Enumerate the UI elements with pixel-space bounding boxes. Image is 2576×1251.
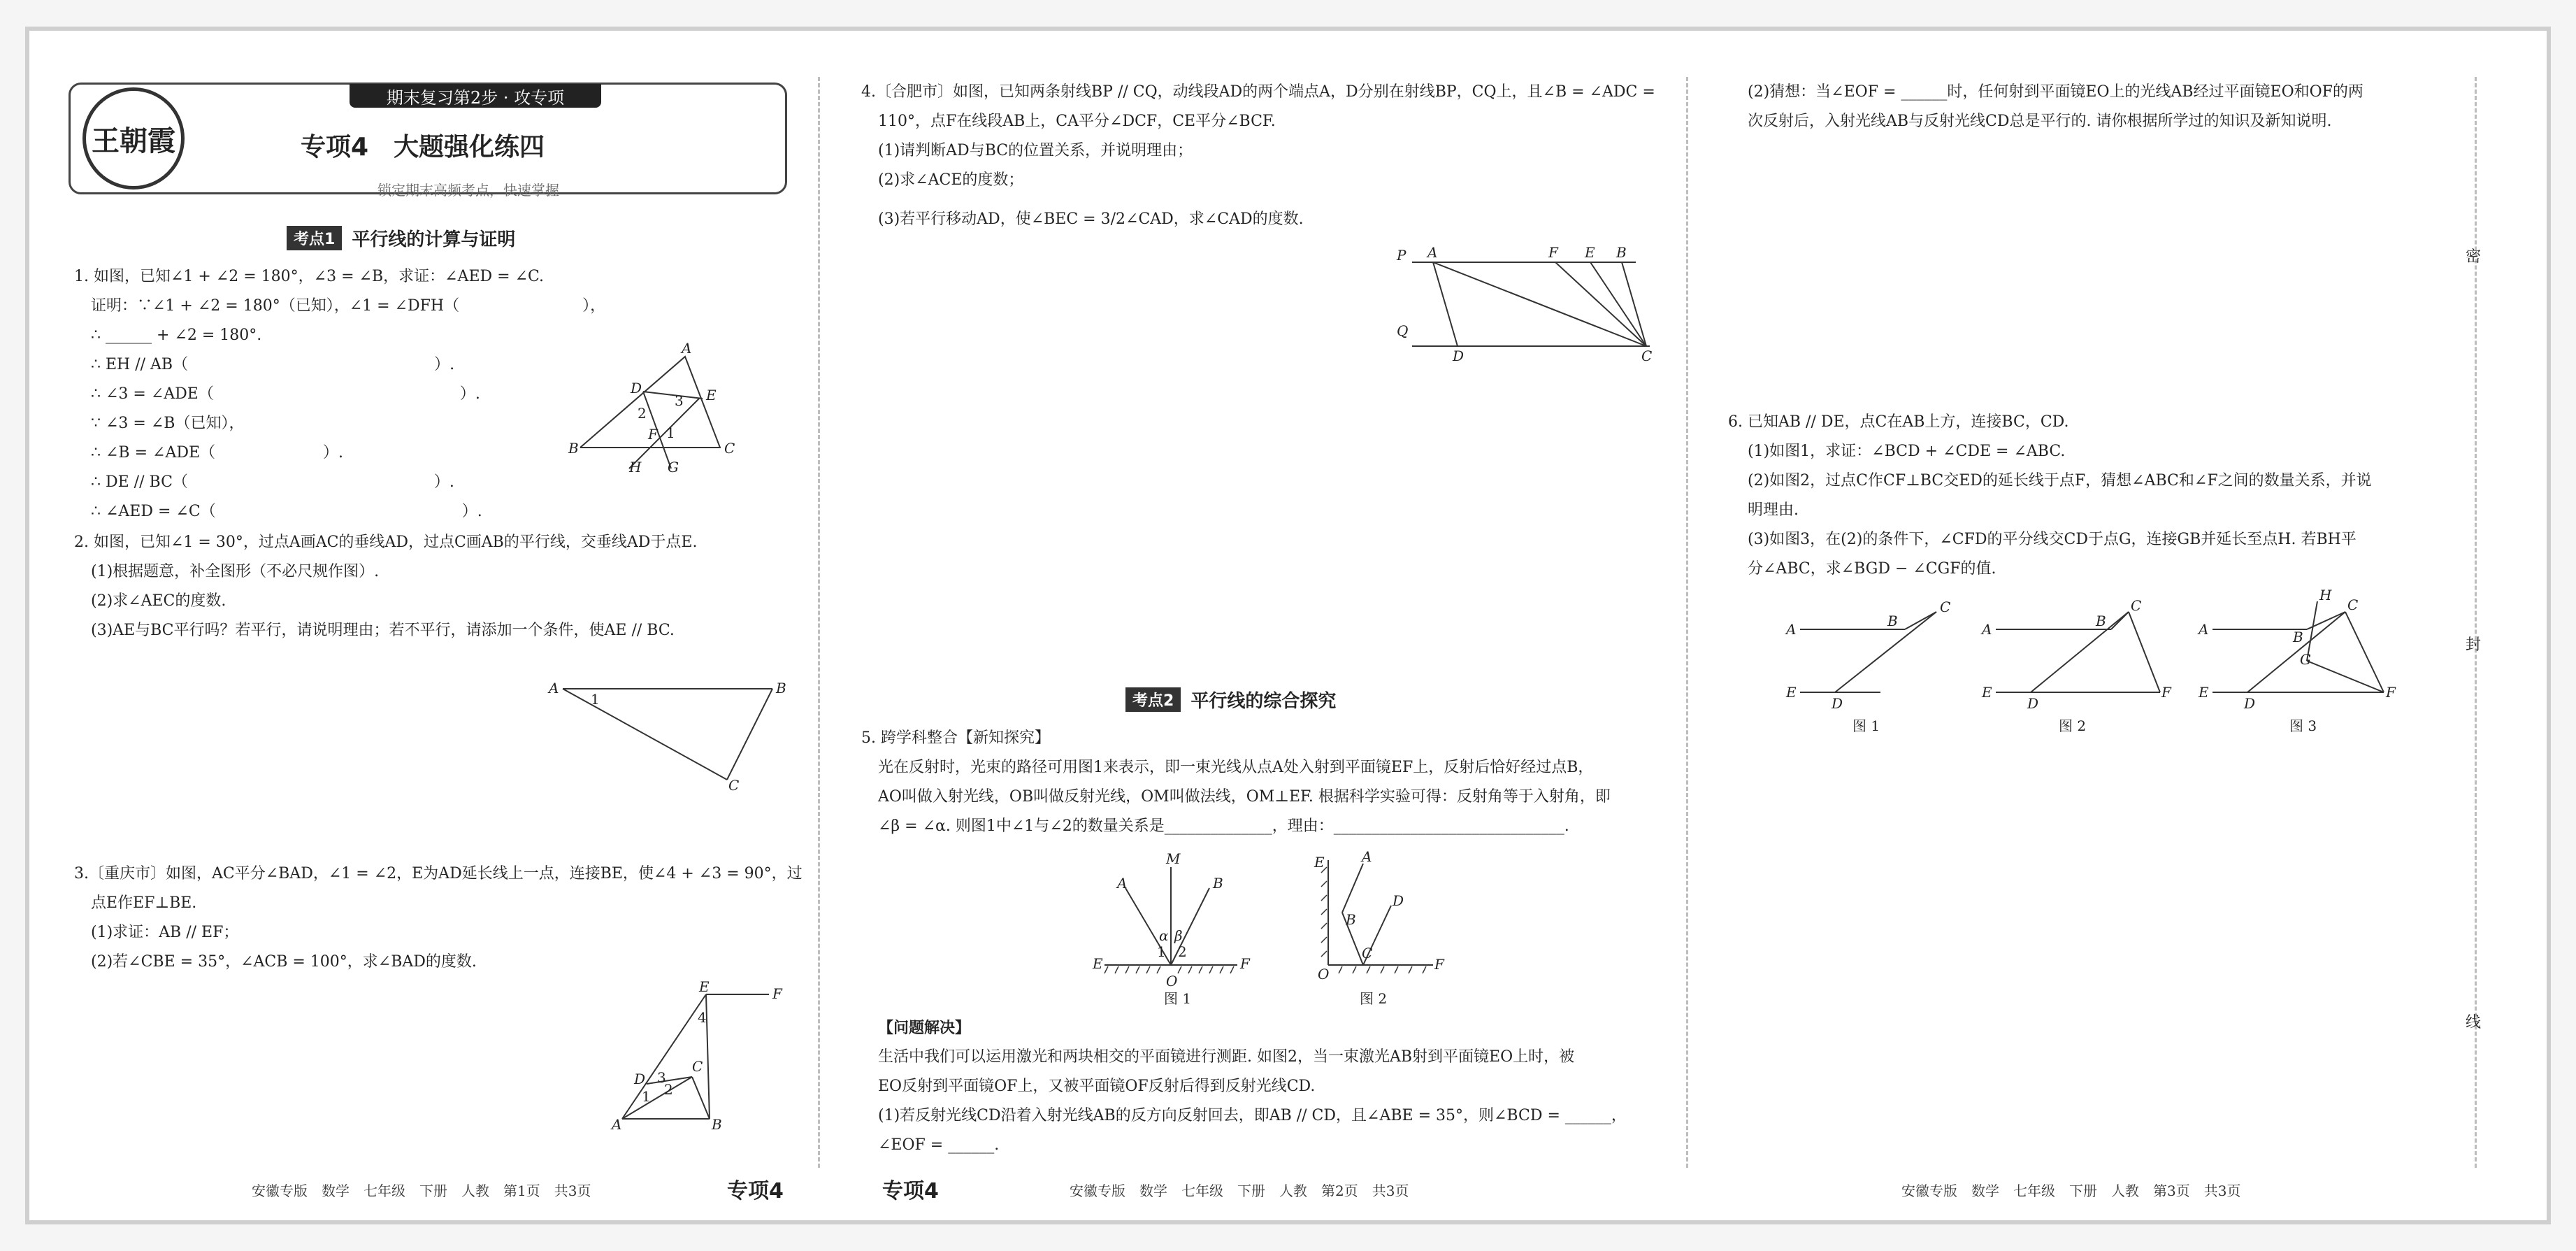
q3-line: (2)若∠CBE = 35°，∠ACB = 100°，求∠BAD的度数. — [91, 953, 477, 971]
fig-label: Q — [1397, 322, 1409, 339]
q5-line: ∠EOF = ______. — [878, 1136, 1000, 1154]
q4-line: 4.〔合肥市〕如图，已知两条射线BP // CQ，动线段AD的两个端点A，D分别在射线BP，CQ上，且∠B = ∠ADC = — [861, 83, 1655, 101]
q2-line: (3)AE与BC平行吗？若平行，请说明理由；若不平行，请添加一个条件，使AE // BC. — [91, 622, 675, 639]
section-heading-2 — [1125, 687, 1336, 713]
q1-line: ∴ EH // AB（ ）. — [91, 356, 455, 373]
figure-caption: 图 3 — [2289, 717, 2317, 734]
page-subtitle: 锁定期末高频考点，快速掌握 — [377, 182, 559, 199]
q3-figure — [608, 979, 790, 1140]
fig-label: D — [634, 1071, 646, 1087]
q6-line: 分∠ABC，求∠BGD − ∠CGF的值. — [1748, 560, 1996, 578]
fig-label: C — [1641, 348, 1653, 364]
fig-label: 2 — [1178, 943, 1187, 960]
brand-logo: 王朝霞 — [82, 87, 185, 190]
q6-line: 6. 已知AB // DE，点C在AB上方，连接BC，CD. — [1728, 413, 2069, 431]
fig-label: E — [706, 387, 717, 403]
q4-line: 110°，点F在线段AB上，CA平分∠DCF，CE平分∠BCF. — [878, 113, 1276, 130]
fig-label: G — [668, 459, 679, 476]
fig-label: O — [1166, 973, 1178, 989]
fig-label: B — [2293, 629, 2303, 645]
fig-label: A — [1362, 848, 1372, 865]
fig-label: D — [1832, 695, 1843, 712]
q1-line: ∵ ∠3 = ∠B（已知）， — [91, 415, 245, 432]
fig-label: D — [1453, 348, 1465, 364]
footer-tag-1: 专项4 — [727, 1179, 784, 1203]
q5-figure-2 — [1300, 846, 1444, 1014]
binding-mark: 密 — [2465, 248, 2481, 266]
fig-label: 1 — [591, 691, 600, 708]
footer-page-2: 安徽专版 数学 七年级 下册 人教 第2页 共3页 — [1070, 1182, 1409, 1199]
q5-line: 5. 跨学科整合【新知探究】 — [861, 729, 1050, 747]
fig-label: A — [549, 680, 559, 696]
fold-line-1 — [818, 77, 820, 1168]
fig-label: A — [612, 1116, 622, 1133]
figure-caption: 图 2 — [1360, 990, 1388, 1007]
fig-label: E — [1982, 684, 1992, 701]
fig-label: B — [712, 1116, 722, 1133]
q6-line: (3)如图3，在(2)的条件下，∠CFD的平分线交CD于点G，连接GB并延长至点H. 若BH平 — [1748, 531, 2356, 548]
fig-label: E — [1786, 684, 1797, 701]
q6-figure-1 — [1783, 598, 1964, 738]
fig-label: E — [1314, 854, 1325, 871]
review-ribbon: 期末复习第2步 · 攻专项 — [350, 84, 601, 108]
q6-figure-2 — [1978, 598, 2181, 738]
q4-figure — [1391, 245, 1664, 364]
fig-label: H — [629, 459, 642, 476]
fig-label: B — [1887, 613, 1898, 629]
q5-line: (1)若反射光线CD沿着入射光线AB的反方向反射回去，即AB // CD，且∠ABE = 35°，则∠BCD = ______， — [878, 1107, 1627, 1124]
q6-line: (2)如图2，过点C作CF⊥BC交ED的延长线于点F，猜想∠ABC和∠F之间的数量关系，并说 — [1748, 472, 2372, 489]
fig-label: B — [1616, 244, 1627, 261]
q4-line: (1)请判断AD与BC的位置关系，并说明理由； — [878, 142, 1193, 159]
fig-label: F — [2386, 684, 2396, 701]
q5-solve-heading: 【问题解决】 — [878, 1019, 971, 1037]
fig-label: O — [1318, 966, 1330, 982]
fig-label: C — [2131, 597, 2142, 614]
q3-line: 点E作EF⊥BE. — [91, 894, 197, 912]
fig-label: C — [692, 1058, 703, 1075]
fig-label: A — [1786, 621, 1797, 638]
q5-line: 光在反射时，光束的路径可用图1来表示，即一束光线从点A处入射到平面镜EF上，反射后恰好经过点B， — [878, 759, 1594, 776]
fig-label: F — [2161, 684, 2171, 701]
q3-line: 3.〔重庆市〕如图，AC平分∠BAD，∠1 = ∠2，E为AD延长线上一点，连接BE，使∠4 + ∠3 = 90°，过 — [74, 865, 803, 882]
q5-line: EO反射到平面镜OF上，又被平面镜OF反射后得到反射光线CD. — [878, 1078, 1316, 1095]
fig-label: 3 — [675, 392, 684, 409]
q2-line: (2)求∠AEC的度数. — [91, 592, 226, 610]
q2-line: 2. 如图，已知∠1 = 30°，过点A画AC的垂线AD，过点C画AB的平行线，交垂线AD于点E. — [74, 534, 698, 551]
footer-page-1: 安徽专版 数学 七年级 下册 人教 第1页 共3页 — [252, 1182, 591, 1199]
footer-page-3: 安徽专版 数学 七年级 下册 人教 第3页 共3页 — [1901, 1182, 2241, 1199]
fig-label: D — [2027, 695, 2039, 712]
section-title: 平行线的计算与证明 — [352, 229, 516, 250]
fig-label: B — [1213, 875, 1223, 892]
fig-label: P — [1397, 247, 1406, 264]
fig-label: C — [1940, 599, 1951, 615]
fig-label: B — [568, 440, 579, 457]
q5-line: ∠β = ∠α. 则图1中∠1与∠2的数量关系是______________，理由：______________________________. — [878, 817, 1569, 835]
fig-label: A — [1117, 875, 1128, 892]
fig-label: F — [1434, 956, 1444, 973]
q1-line: ∴ ∠AED = ∠C（ ）. — [91, 503, 482, 520]
q6-figure-3 — [2195, 580, 2405, 738]
figure-caption: 图 1 — [1852, 717, 1880, 734]
fig-label: C — [728, 777, 740, 794]
fig-label: A — [2199, 621, 2209, 638]
q2-line: (1)根据题意，补全图形（不必尺规作图）. — [91, 563, 380, 580]
figure-caption: 图 2 — [2059, 717, 2087, 734]
fold-line-2 — [1686, 77, 1688, 1168]
q1-line: ∴ ______ + ∠2 = 180°. — [91, 327, 262, 344]
fig-label: 3 — [657, 1069, 666, 1086]
q1-line: 证明：∵∠1 + ∠2 = 180°（已知），∠1 = ∠DFH（ ）， — [91, 297, 606, 315]
fig-label: A — [682, 340, 692, 357]
fig-label: α — [1159, 927, 1169, 944]
fig-label: A — [1427, 244, 1438, 261]
fig-label: D — [2244, 695, 2256, 712]
q4-line: (2)求∠ACE的度数； — [878, 171, 1024, 189]
fig-label: B — [1346, 911, 1356, 928]
fig-label: C — [1362, 945, 1373, 962]
fig-label: C — [2347, 596, 2359, 613]
q5-cont-line: 次反射后，入射光线AB与反射光线CD总是平行的. 请你根据所学过的知识及新知说明. — [1748, 113, 2332, 130]
figure-caption: 图 1 — [1164, 990, 1192, 1007]
fig-label: 2 — [638, 405, 647, 422]
section-heading-1 — [287, 225, 515, 251]
q5-figure-1 — [1091, 850, 1251, 1014]
fig-label: β — [1174, 927, 1183, 944]
section-tag: 考点1 — [287, 226, 342, 250]
binding-mark: 封 — [2465, 636, 2481, 654]
section-title: 平行线的综合探究 — [1190, 691, 1337, 712]
fig-label: M — [1166, 850, 1181, 867]
fig-label: F — [1548, 244, 1558, 261]
q1-line: ∴ ∠3 = ∠ADE（ ）. — [91, 385, 480, 403]
page-title: 专项4 大题强化练四 — [301, 133, 545, 162]
fig-label: D — [631, 380, 642, 396]
fig-label: H — [2319, 587, 2332, 603]
fig-label: C — [724, 440, 735, 457]
q1-line: ∴ DE // BC（ ）. — [91, 473, 454, 491]
q1-line: 1. 如图，已知∠1 + ∠2 = 180°，∠3 = ∠B，求证：∠AED = ∠C. — [74, 268, 545, 285]
fig-label: 2 — [664, 1081, 673, 1098]
fig-label: 4 — [698, 1009, 707, 1026]
q5-line: 生活中我们可以运用激光和两块相交的平面镜进行测距. 如图2，当一束激光AB射到平面镜EO上时，被 — [878, 1048, 1575, 1066]
q1-line: ∴ ∠B = ∠ADE（ ）. — [91, 444, 344, 462]
q5-line: AO叫做入射光线，OB叫做反射光线，OM叫做法线，OM⊥EF. 根据科学实验可得：反射角等于入射角，即 — [878, 788, 1611, 806]
fig-label: 1 — [666, 424, 675, 441]
q5-cont-line: (2)猜想：当∠EOF = ______时，任何射到平面镜EO上的光线AB经过平面镜EO和OF的两 — [1748, 83, 2363, 101]
fig-label: F — [648, 426, 658, 443]
fig-label: G — [2300, 651, 2311, 668]
q6-line: (1)如图1，求证：∠BCD + ∠CDE = ∠ABC. — [1748, 443, 2066, 460]
fig-label: F — [772, 985, 782, 1002]
fig-label: E — [699, 978, 710, 995]
footer-tag-2: 专项4 — [882, 1179, 939, 1203]
fig-label: B — [2096, 613, 2106, 629]
fig-label: A — [1982, 621, 1992, 638]
section-tag: 考点2 — [1125, 687, 1181, 712]
fig-label: B — [776, 680, 786, 696]
fig-label: F — [1240, 955, 1250, 972]
fig-label: E — [1093, 955, 1103, 972]
fig-label: 1 — [1157, 943, 1166, 960]
q3-line: (1)求证：AB // EF； — [91, 924, 239, 941]
q1-figure — [566, 340, 748, 476]
q6-line: 明理由. — [1748, 501, 1799, 519]
q4-line: (3)若平行移动AD，使∠BEC = 3/2∠CAD，求∠CAD的度数. — [878, 210, 1304, 228]
fig-label: 1 — [642, 1088, 651, 1105]
fig-label: D — [1393, 892, 1404, 909]
binding-mark: 线 — [2465, 1014, 2481, 1031]
binding-line — [2475, 77, 2477, 1168]
q2-figure — [545, 675, 790, 794]
fig-label: E — [2199, 684, 2209, 701]
fig-label: E — [1585, 244, 1595, 261]
